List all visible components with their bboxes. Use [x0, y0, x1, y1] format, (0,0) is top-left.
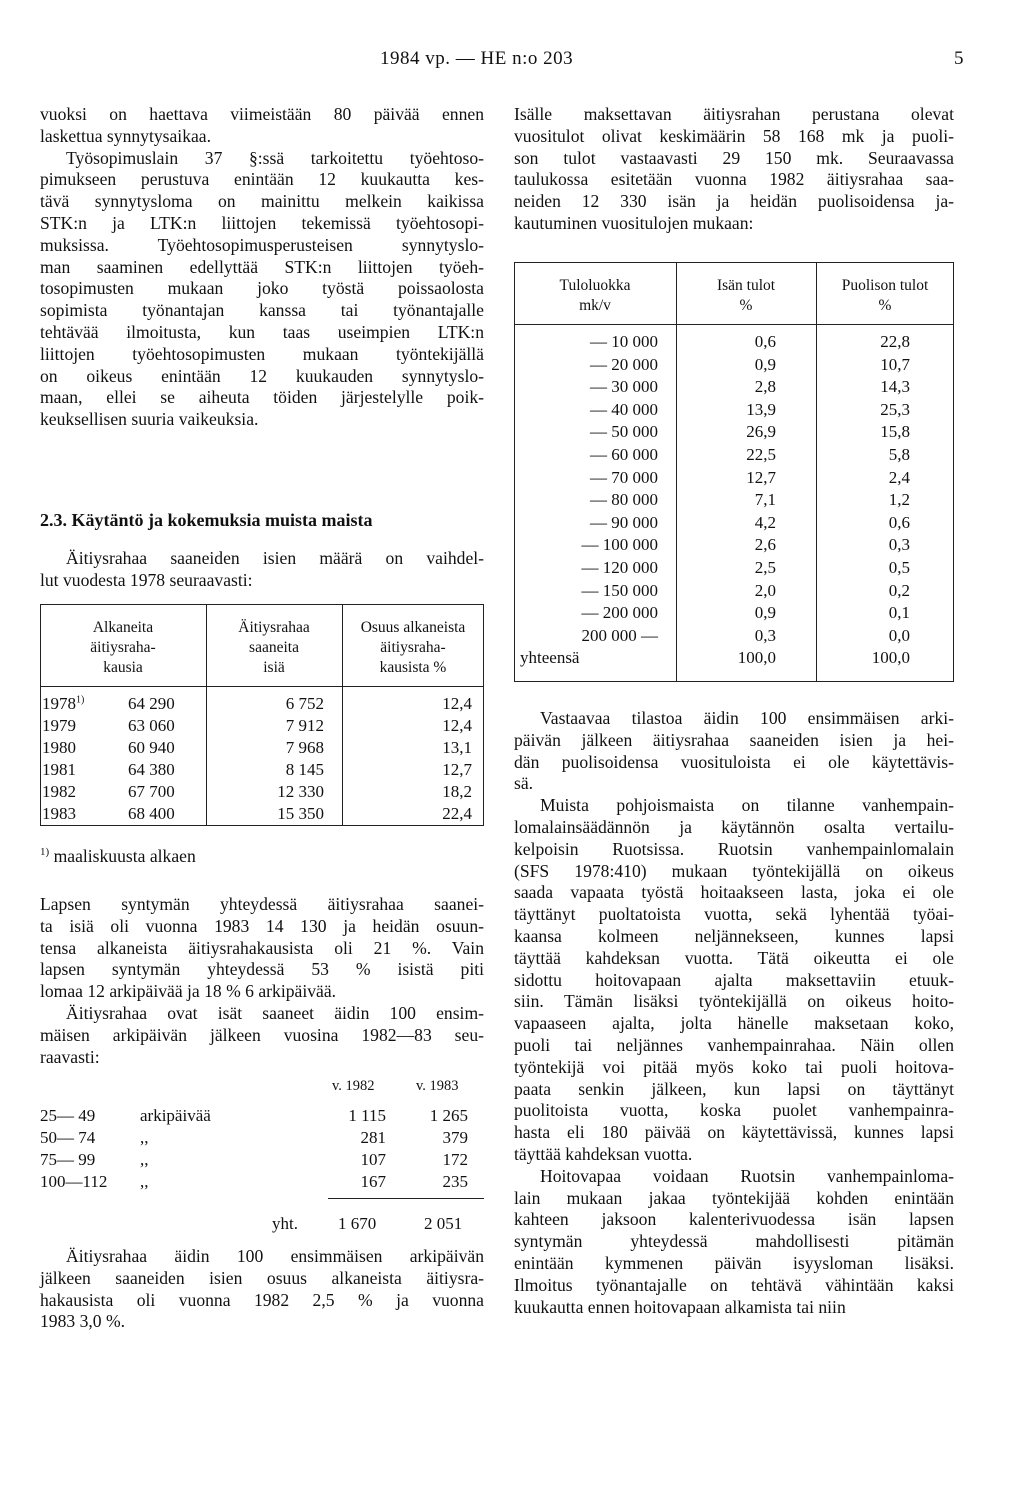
text-line: STK:n ja LTK:n liittojen tekemissä työehtosopi- — [40, 212, 484, 233]
table-row — [40, 694, 484, 716]
table-row — [40, 1150, 484, 1172]
row-income-class: — 200 000 — [581, 603, 658, 623]
row-spouse-share: 25,3 — [880, 399, 910, 419]
table-row — [40, 804, 484, 826]
row-income-class: — 70 000 — [590, 467, 658, 487]
table-row — [514, 355, 954, 377]
row-father-share: 2,0 — [754, 580, 776, 600]
row-income-class: — 100 000 — [581, 535, 658, 555]
text-line: Työsopimuslain 37 §:ssä tarkoitettu työehtoso- — [66, 147, 484, 168]
row-spouse-share: 0,5 — [888, 558, 910, 577]
row-spouse-share: 14,3 — [880, 377, 910, 397]
text-line: syntymän yhteydessä mahdollisesti pitämän — [514, 1231, 954, 1252]
header-fathers: Äitiysrahaa saaneita isiä — [238, 619, 310, 676]
row-unit: ,, — [140, 1128, 149, 1147]
text-line: vuoksi on haettava viimeistään 80 päivää ennen — [40, 104, 484, 124]
table-row — [514, 603, 954, 625]
row-year: 1980 — [42, 738, 76, 757]
table-row — [514, 422, 954, 444]
col-header-1982: v. 1982 — [332, 1078, 375, 1094]
row-father-share: 22,5 — [746, 445, 776, 464]
text-line: Vastaavaa tilastoa äidin 100 ensimmäisen arki- — [540, 708, 954, 728]
row-range: 50— 74 — [40, 1128, 96, 1147]
text-line: täyttänyt puoltatoista vuotta, sekä lyhentää työai- — [514, 904, 954, 925]
row-started: 68 400 — [128, 804, 175, 823]
row-1983: 1 265 — [429, 1106, 468, 1125]
row-share: 22,4 — [442, 804, 472, 823]
row-share: 12,7 — [442, 760, 472, 779]
paragraph-left-3 — [40, 548, 484, 592]
header-income-class: Tuloluokka mk/v — [559, 277, 631, 314]
row-started: 60 940 — [128, 738, 175, 757]
row-spouse-share: 1,2 — [888, 490, 910, 510]
total-row: yht. 1 670 2 051 — [272, 1214, 463, 1233]
text-line: (SFS 1978:410) mukaan työntekijällä on oikeus — [514, 860, 954, 881]
text-line: son tulot vastaavasti 29 150 mk. Seuraavassa — [514, 147, 954, 168]
row-fathers: 6 752 — [285, 694, 324, 713]
table-header-rule — [514, 324, 954, 325]
text-line: taulukossa esitetään vuonna 1982 äitiysrahaa saa- — [514, 169, 954, 190]
row-unit: ,, — [140, 1172, 149, 1191]
row-year: 1978$^{1)}$ — [42, 694, 85, 713]
text-line: Isälle maksettavan äitiysrahan perustana olevat — [514, 104, 954, 124]
text-line: työntekijä voi pitää myös koko tai puoli hoitova- — [514, 1056, 954, 1077]
row-father-share: 0,3 — [754, 625, 776, 645]
table-row — [40, 782, 484, 804]
row-income-class: yhteensä — [520, 648, 580, 668]
row-spouse-share: 0,0 — [888, 625, 910, 645]
row-spouse-share: 15,8 — [880, 422, 910, 442]
row-father-share: 13,9 — [746, 399, 776, 419]
row-1982: 167 — [360, 1172, 386, 1191]
row-father-share: 0,9 — [754, 603, 776, 623]
text-line: puoli tai neljännes vanhempainrahaa. Näin ollen — [514, 1034, 954, 1055]
text-line: tävä synnytysloma on mainittu melkein kaikissa — [40, 191, 484, 212]
row-share: 13,1 — [442, 738, 472, 757]
document-title: 1984 vp. — HE n:o 203 — [380, 48, 574, 69]
row-range: 100—112 — [40, 1172, 108, 1191]
text-line: dän puolisoidensa vuosituloista ei ole käytettävis- — [514, 751, 954, 772]
row-father-share: 100,0 — [737, 648, 776, 668]
text-line: pimukseen perustuva enintään 12 kuukautta kes- — [40, 169, 484, 190]
row-father-share: 12,7 — [746, 467, 776, 487]
row-spouse-share: 10,7 — [880, 354, 910, 374]
table-row — [514, 581, 954, 603]
table-row — [514, 445, 954, 467]
row-spouse-share: 0,2 — [888, 580, 910, 600]
row-share: 12,4 — [442, 716, 472, 735]
row-fathers: 7 912 — [285, 716, 324, 735]
text-line: sä. — [514, 773, 534, 794]
paragraph-right-2 — [514, 708, 954, 795]
row-1983: 172 — [442, 1150, 468, 1169]
row-year: 1983 — [42, 804, 76, 823]
row-1982: 281 — [360, 1128, 386, 1147]
table-row — [514, 377, 954, 399]
row-1983: 235 — [442, 1172, 468, 1191]
row-income-class: — 30 000 — [590, 377, 658, 397]
right-column-top — [514, 104, 954, 235]
text-line: jälkeen saaneiden isien osuus alkaneista äitiysra- — [40, 1267, 484, 1288]
row-income-class: — 80 000 — [590, 490, 658, 510]
text-line: lomaa 12 arkipäivää ja 18 % 6 arkipäivää. — [40, 981, 337, 1002]
sum-rule — [328, 1198, 484, 1199]
text-line: tosopimusten mukaan joko työstä poissaolosta — [40, 278, 484, 299]
row-range: 75— 99 — [40, 1150, 96, 1169]
text-line: lain mukaan jakaa työntekijää kohden enintään — [514, 1187, 954, 1208]
row-spouse-share: 2,4 — [888, 467, 910, 487]
table-row — [514, 626, 954, 648]
table-row — [514, 648, 954, 670]
row-fathers: 15 350 — [277, 804, 324, 823]
text-line: keuksellisen suuria vaikeuksia. — [40, 409, 259, 430]
row-father-share: 4,2 — [754, 512, 776, 532]
row-year: 1981 — [42, 760, 76, 779]
text-line: täyttää kahdeksan vuotta. Tätä oikeutta ei ole — [514, 947, 954, 968]
paragraph-left-1 — [40, 104, 484, 148]
section-heading: 2.3. Käytäntö ja kokemuksia muista maista — [40, 510, 373, 530]
table-row — [514, 535, 954, 557]
text-line: lapsen syntymän yhteydessä 53 % isistä piti — [40, 959, 484, 980]
text-line: laskettua synnytysaikaa. — [40, 125, 212, 146]
row-father-share: 26,9 — [746, 422, 776, 442]
text-line: hasta eli 180 päivää on käytettävissä, kunnes lapsi — [514, 1122, 954, 1143]
row-spouse-share: 0,6 — [888, 512, 910, 532]
text-line: vapaaseen ajalta, jolta hänelle maksetaan koko, — [514, 1013, 954, 1034]
row-income-class: — 90 000 — [590, 512, 658, 532]
table-row — [40, 1106, 484, 1128]
row-income-class: — 120 000 — [581, 558, 658, 577]
text-line: päivän jälkeen äitiysrahaa saaneiden isien ja hei- — [514, 729, 954, 750]
paragraph-right-1 — [514, 104, 954, 235]
row-income-class: — 20 000 — [590, 354, 658, 374]
text-line: maan, ellei se aiheuta töiden järjestelylle poik- — [40, 387, 484, 408]
text-line: raavasti: — [40, 1046, 100, 1067]
row-fathers: 12 330 — [277, 782, 324, 801]
text-line: hakausista oli vuonna 1982 2,5 % ja vuonna — [40, 1289, 484, 1310]
right-column-bottom — [514, 708, 954, 1318]
table-row — [514, 332, 954, 354]
text-line: Äitiysrahaa äidin 100 ensimmäisen arkipäivän — [66, 1246, 484, 1266]
paragraph-left-2 — [40, 148, 484, 431]
text-line: kahteen jaksoon kalenterivuodessa isän lapsen — [514, 1209, 954, 1230]
text-line: Äitiysrahaa ovat isät saaneet äidin 100 ensim- — [66, 1002, 484, 1023]
row-fathers: 7 968 — [285, 738, 324, 757]
row-father-share: 2,5 — [754, 558, 776, 577]
text-line: Hoitovapaa voidaan Ruotsin vanhempainloma- — [540, 1165, 954, 1186]
text-line: lut vuodesta 1978 seuraavasti: — [40, 569, 253, 590]
table-row — [514, 558, 954, 580]
row-spouse-share: 0,3 — [888, 535, 910, 555]
table-row — [514, 513, 954, 535]
page-number: 5 — [954, 48, 964, 69]
text-line: neiden 12 330 isän ja heidän puolisoidensa ja- — [514, 191, 954, 212]
row-father-share: 0,9 — [754, 354, 776, 374]
row-income-class: — 50 000 — [590, 422, 658, 442]
row-year: 1979 — [42, 716, 76, 735]
row-income-class: — 10 000 — [590, 332, 658, 351]
row-father-share: 2,8 — [754, 377, 776, 397]
row-income-class: — 40 000 — [590, 399, 658, 419]
row-spouse-share: 5,8 — [888, 445, 910, 464]
text-line: sopimista työnantajan kanssa tai työnantajalle — [40, 300, 484, 321]
paragraph-right-4 — [514, 1166, 954, 1319]
row-range: 25— 49 — [40, 1106, 96, 1125]
text-line: paata senkin jälkeen, kun lapsi on täyttänyt — [514, 1078, 954, 1099]
row-started: 63 060 — [128, 716, 175, 735]
page-header — [0, 48, 1024, 78]
text-line: sidottu hoitovapaan ajalta maksettaviin etuuk- — [514, 969, 954, 990]
header-father-income: Isän tulot % — [716, 277, 776, 314]
left-bottom — [40, 1246, 484, 1333]
text-line: muksissa. Työehtosopimusperusteisen synnytyslo- — [40, 234, 484, 255]
row-unit: arkipäivää — [140, 1106, 211, 1125]
text-line: kuukautta ennen hoitovapaan alkamista tai niin — [514, 1296, 846, 1317]
paragraph-left-6 — [40, 1246, 484, 1333]
row-1982: 1 115 — [348, 1106, 386, 1125]
text-line: on oikeus enintään 12 kuukauden synnytyslo- — [40, 365, 484, 386]
row-income-class: — 60 000 — [590, 445, 658, 464]
row-father-share: 2,6 — [754, 535, 776, 555]
text-line: täyttää kahdeksan vuotta. — [514, 1143, 693, 1164]
row-year: 1982 — [42, 782, 76, 801]
row-unit: ,, — [140, 1150, 149, 1169]
text-line: enintään kymmenen päivän isyysloman lisäksi. — [514, 1252, 954, 1273]
footnote: $^{1)}$ maaliskuusta alkaen — [40, 846, 196, 866]
text-line: vuositulot olivat keskimäärin 58 168 mk ja puoli- — [514, 125, 954, 146]
text-line: siin. Tämän lisäksi työntekijällä on oikeus hoito- — [514, 991, 954, 1012]
row-father-share: 7,1 — [754, 490, 776, 510]
text-line: Muista pohjoismaista on tilanne vanhempain- — [540, 795, 954, 816]
table-row — [40, 1172, 484, 1194]
left-intro — [40, 548, 484, 592]
income-table — [514, 262, 954, 682]
header-started-periods: Alkaneita äitiysraha- kausia — [90, 619, 156, 676]
text-line: tensa alkaneista äitiysrahakausista oli 21 %. Vain — [40, 937, 484, 958]
table-row — [40, 716, 484, 738]
row-fathers: 8 145 — [285, 760, 324, 779]
table-row — [514, 468, 954, 490]
text-line: kautuminen vuositulojen mukaan: — [514, 212, 754, 233]
row-1983: 379 — [442, 1128, 468, 1147]
text-line: liittojen työehtosopimusten mukaan työntekijällä — [40, 343, 484, 364]
row-started: 67 700 — [128, 782, 175, 801]
text-line: ta isiä oli vuonna 1983 14 130 ja heidän osuun- — [40, 915, 484, 936]
table-row — [514, 490, 954, 512]
table-row — [40, 760, 484, 782]
text-line: kaansa kolmeen neljännekseen, kunnes lapsi — [514, 925, 954, 946]
paragraph-left-4 — [40, 894, 484, 1003]
row-income-class: 200 000 — — [581, 625, 658, 645]
text-line: kelpoisin Ruotsissa. Ruotsin vanhempainlomalain — [514, 838, 954, 859]
table-row — [40, 1128, 484, 1150]
row-father-share: 0,6 — [754, 332, 776, 351]
text-line: Lapsen syntymän yhteydessä äitiysrahaa saanei- — [40, 894, 484, 914]
row-spouse-share: 0,1 — [888, 603, 910, 623]
text-line: mäisen arkipäivän jälkeen vuosina 1982—83 seu- — [40, 1024, 484, 1045]
paragraph-left-5 — [40, 1003, 484, 1068]
table-row — [40, 738, 484, 760]
table-header-rule — [40, 686, 484, 687]
header-share: Osuus alkaneista äitiysraha- kausista % — [360, 619, 466, 676]
header-spouse-income: Puolison tulot % — [841, 277, 929, 314]
col-header-1983: v. 1983 — [416, 1078, 459, 1094]
row-1982: 107 — [360, 1150, 386, 1169]
row-spouse-share: 100,0 — [871, 648, 910, 668]
text-line: Ilmoitus työnantajalle on tehtävä vähintään kaksi — [514, 1274, 954, 1295]
left-lower — [40, 894, 484, 1068]
table-row — [514, 400, 954, 422]
text-line: 1983 3,0 %. — [40, 1311, 126, 1332]
row-income-class: — 150 000 — [581, 580, 658, 600]
row-spouse-share: 22,8 — [880, 332, 910, 351]
text-line: saada vapaata työstä hoitaakseen lasta, joka ei ole — [514, 882, 954, 903]
text-line: tehtävää ilmoitusta, kun taas useimpien LTK:n — [40, 321, 484, 342]
text-line: lomalainsäädännön ja käytännön osalta vertailu- — [514, 816, 954, 837]
row-share: 12,4 — [442, 694, 472, 713]
row-started: 64 380 — [128, 760, 175, 779]
left-column — [40, 104, 484, 431]
row-started: 64 290 — [128, 694, 175, 713]
text-line: Äitiysrahaa saaneiden isien määrä on vaihdel- — [66, 548, 484, 568]
paragraph-right-3 — [514, 795, 954, 1166]
row-share: 18,2 — [442, 782, 472, 801]
text-line: man saaminen edellyttää STK:n liittojen työeh- — [40, 256, 484, 277]
text-line: puolitoista vuotta, koska puolet vanhempainra- — [514, 1100, 954, 1121]
